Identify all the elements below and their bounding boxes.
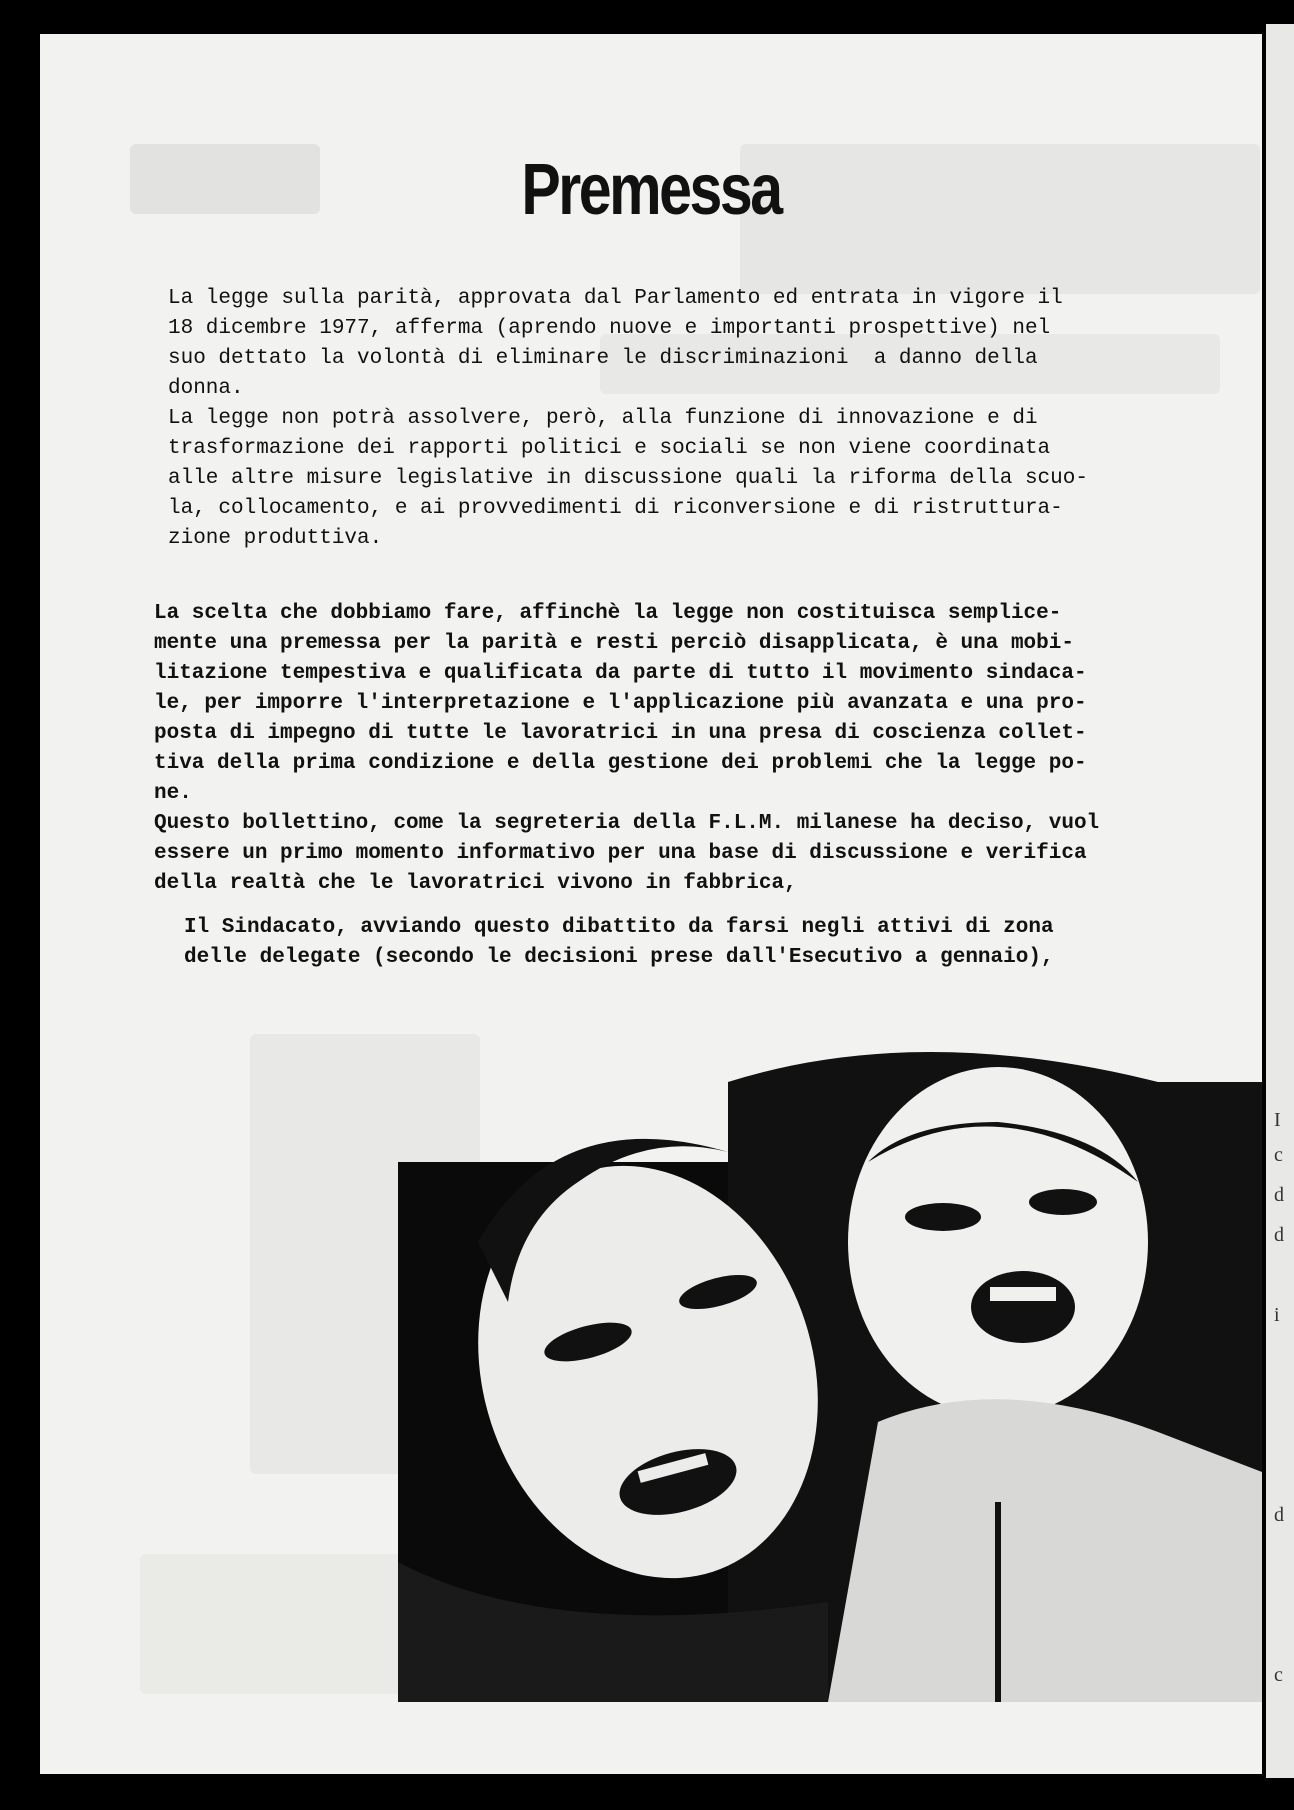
adjacent-page-edge — [1266, 24, 1294, 1778]
edge-glyph: i — [1274, 1304, 1280, 1326]
text-line: 18 dicembre 1977, afferma (aprendo nuove e importanti prospettive) nel — [168, 317, 1051, 340]
text-line: La legge sulla parità, approvata dal Parlamento ed entrata in vigore il — [168, 287, 1063, 310]
text-line: essere un primo momento informativo per una base di discussione e verifica — [154, 842, 1087, 865]
text-line: litazione tempestiva e qualificata da parte di tutto il movimento sindaca- — [154, 662, 1087, 685]
edge-glyph: c — [1274, 1144, 1283, 1166]
text-line: trasformazione dei rapporti politici e sociali se non viene coordinata — [168, 437, 1051, 460]
text-line: zione produttiva. — [168, 527, 383, 550]
text-line: Il Sindacato, avviando questo dibattito da farsi negli attivi di zona — [184, 916, 1054, 939]
text-line: posta di impegno di tutte le lavoratrici in una presa di coscienza collet- — [154, 722, 1087, 745]
document-page — [40, 34, 1262, 1774]
edge-glyph: c — [1274, 1664, 1283, 1686]
text-line: La scelta che dobbiamo fare, affinchè la legge non costituisca semplice- — [154, 602, 1062, 625]
text-line: alle altre misure legislative in discussione quali la riforma della scuo- — [168, 467, 1088, 490]
bleed-through-shape — [140, 1554, 440, 1694]
photo-illustration — [398, 1042, 1262, 1702]
text-line: ne. — [154, 782, 192, 805]
paragraph-union — [184, 913, 1054, 973]
text-line: delle delegate (secondo le decisioni prese dall'Esecutivo a gennaio), — [184, 946, 1054, 969]
page-title: Premessa — [521, 150, 781, 230]
edge-glyph: d — [1274, 1504, 1284, 1526]
text-line: mente una premessa per la parità e resti perciò disapplicata, è una mobi- — [154, 632, 1074, 655]
text-line: tiva della prima condizione e della gestione dei problemi che la legge po- — [154, 752, 1087, 775]
text-line: suo dettato la volontà di eliminare le discriminazioni a danno della — [168, 347, 1038, 370]
text-line: le, per imporre l'interpretazione e l'applicazione più avanzata e una pro- — [154, 692, 1087, 715]
text-line: donna. — [168, 377, 244, 400]
paragraph-intro — [168, 284, 1088, 554]
text-line: la, collocamento, e ai provvedimenti di riconversione e di ristruttura- — [168, 497, 1063, 520]
edge-glyph: I — [1274, 1109, 1281, 1131]
two-women-photo — [398, 1042, 1262, 1702]
text-line: Questo bollettino, come la segreteria della F.L.M. milanese ha deciso, vuol — [154, 812, 1100, 835]
paragraph-choice — [154, 599, 1099, 899]
text-line: della realtà che le lavoratrici vivono in fabbrica, — [154, 872, 797, 895]
edge-glyph: d — [1274, 1224, 1284, 1246]
text-line: La legge non potrà assolvere, però, alla funzione di innovazione e di — [168, 407, 1038, 430]
edge-glyph: d — [1274, 1184, 1284, 1206]
